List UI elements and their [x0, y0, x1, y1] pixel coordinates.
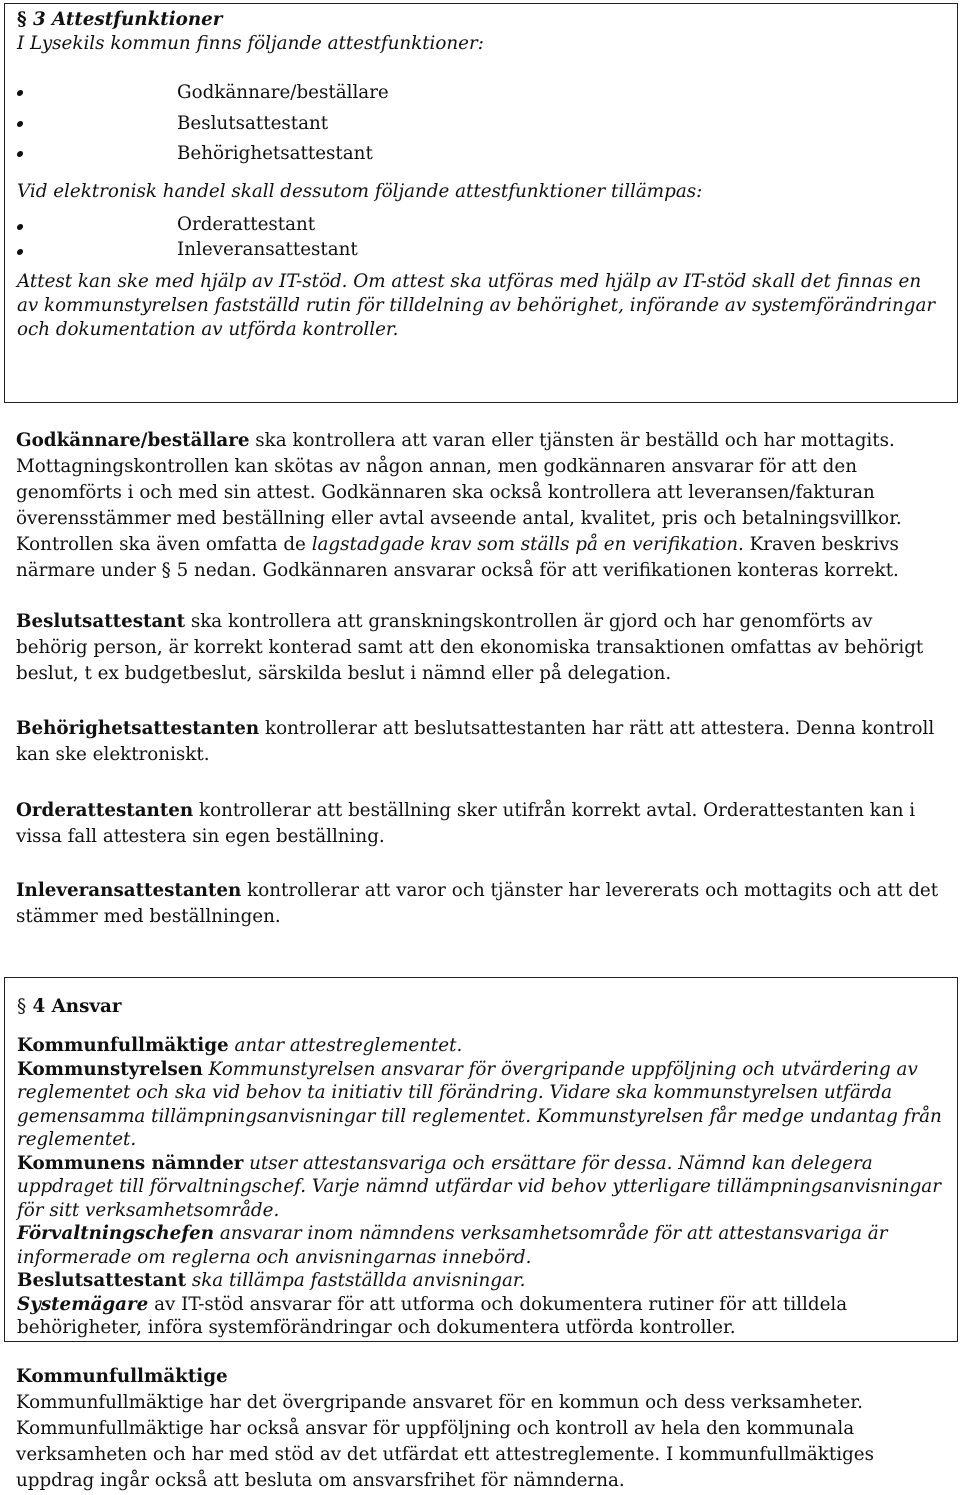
responsibility-item: Systemägare av IT-stöd ansvarar för att utforma och dokumentera rutiner för att tilldela behörigheter, införa systemförändringar och dokumentera utförda kontroller. — [17, 1293, 848, 1338]
responsibility-item: Förvaltningschefen ansvarar inom nämndens verksamhetsområde för att attestansvariga är informerade om reglerna och anvisningarnas innebörd. — [17, 1223, 888, 1268]
list-item: Godkännare/beställare — [17, 78, 947, 109]
kommunfullmaktige-section — [16, 1364, 944, 1494]
bullet-icon — [16, 224, 23, 230]
section-3-heading: § 3 Attestfunktioner — [17, 9, 223, 30]
section-sign: § — [17, 996, 27, 1017]
bullet-icon — [16, 249, 23, 255]
bullet-icon — [16, 90, 23, 96]
section-sign: § — [17, 9, 27, 30]
bullet-icon — [16, 151, 23, 157]
kommunfullmaktige-line-1: Kommunfullmäktige har det övergripande ansvaret för en kommun och dess verksamheter. — [16, 1392, 863, 1413]
section-4-heading: § 4 Ansvar — [17, 996, 122, 1017]
ehandel-function-list — [17, 212, 947, 262]
list-item: Orderattestant — [17, 212, 947, 237]
attest-function-list — [17, 78, 947, 170]
term-behorighet: Behörighetsattestanten — [16, 718, 260, 739]
it-support-paragraph: Attest kan ske med hjälp av IT-stöd. Om attest ska utföras med hjälp av IT-stöd skall det finnas en av kommunstyrelsen fastställd rutin för tilldelning av behörighet, införande av systemförändringar och dokumentation av utförda kontroller. — [17, 270, 936, 340]
term-order: Orderattestanten — [16, 800, 194, 821]
paragraph-behorighetsattestant: Behörighetsattestanten kontrollerar att beslutsattestanten har rätt att attestera. Denna kontroll kan ske elektroniskt. — [16, 718, 935, 765]
list-item: Beslutsattestant — [17, 109, 947, 140]
responsibility-item: Kommunfullmäktige antar attestreglementet. — [17, 1035, 463, 1056]
section-4-box — [4, 977, 958, 1342]
kommunfullmaktige-line-2: Kommunfullmäktige har också ansvar för uppföljning och kontroll av hela den kommunala verksamheten och har med stöd av det utfärdat ett attestreglemente. I kommunfullmäktiges uppdrag ingår också att besluta om ansvarsfrihet för nämnderna. — [16, 1418, 874, 1491]
kommunfullmaktige-heading: Kommunfullmäktige — [16, 1366, 228, 1387]
paragraph-inleveransattestant: Inleveransattestanten kontrollerar att varor och tjänster har levererats och mottagits och att det stämmer med beställningen. — [16, 880, 939, 927]
bullet-icon — [16, 121, 23, 127]
term-godkannare: Godkännare/beställare — [16, 430, 250, 451]
section-3-box — [4, 3, 958, 403]
responsibility-item: Kommunstyrelsen Kommunstyrelsen ansvarar för övergripande uppföljning och utvärdering av reglementet och ska vid behov ta initiativ till förändring. Vidare ska kommunstyrelsen utfärda gemensamma tillämpningsanvisningar till reglementet. Kommunstyrelsen får medge undantag från reglementet. — [17, 1058, 942, 1150]
term-beslutsattestant: Beslutsattestant — [16, 611, 186, 632]
responsibility-item: Beslutsattestant ska tillämpa fastställda anvisningar. — [17, 1270, 526, 1291]
paragraph-beslutsattestant: Beslutsattestant ska kontrollera att granskningskontrollen är gjord och har genomförts av behörig person, är korrekt konterad samt att den ekonomiska transaktionen omfattas av behörigt beslut, t ex budgetbeslut, särskilda beslut i nämnd eller på delegation. — [16, 611, 924, 684]
term-inleverans: Inleveransattestanten — [16, 880, 242, 901]
paragraph-orderattestant: Orderattestanten kontrollerar att beställning sker utifrån korrekt avtal. Orderattestanten kan i vissa fall attestera sin egen beställning. — [16, 800, 916, 847]
list-item: Inleveransattestant — [17, 237, 947, 262]
section-ref: § 5 — [161, 560, 189, 581]
list-item: Behörighetsattestant — [17, 139, 947, 170]
paragraph-godkannare: Godkännare/beställare ska kontrollera att varan eller tjänsten är beställd och har mottagits. Mottagningskontrollen kan skötas av någon annan, men godkännaren ansvarar för att den genomförts i och med sin attest. Godkännaren ska också kontrollera att leveransen/fakturan överensstämmer med beställning eller avtal avseende antal, kvalitet, pris och betalningsvillkor. Kontrollen ska även omfatta de lagstadgade krav som ställs på en verifikation. Kraven beskrivs närmare under § 5 nedan. Godkännaren ansvarar också för att verifikationen konteras korrekt. — [16, 430, 902, 581]
section-3-intro: I Lysekils kommun finns följande attestfunktioner: — [17, 33, 484, 54]
responsibility-item: Kommunens nämnder utser attestansvariga och ersättare för dessa. Nämnd kan delegera uppdraget till förvaltningschef. Varje nämnd utfärdar vid behov ytterligare tillämpningsanvisningar för sitt verksamhetsområde. — [17, 1152, 941, 1221]
ehandel-intro: Vid elektronisk handel skall dessutom följande attestfunktioner tillämpas: — [17, 180, 703, 202]
